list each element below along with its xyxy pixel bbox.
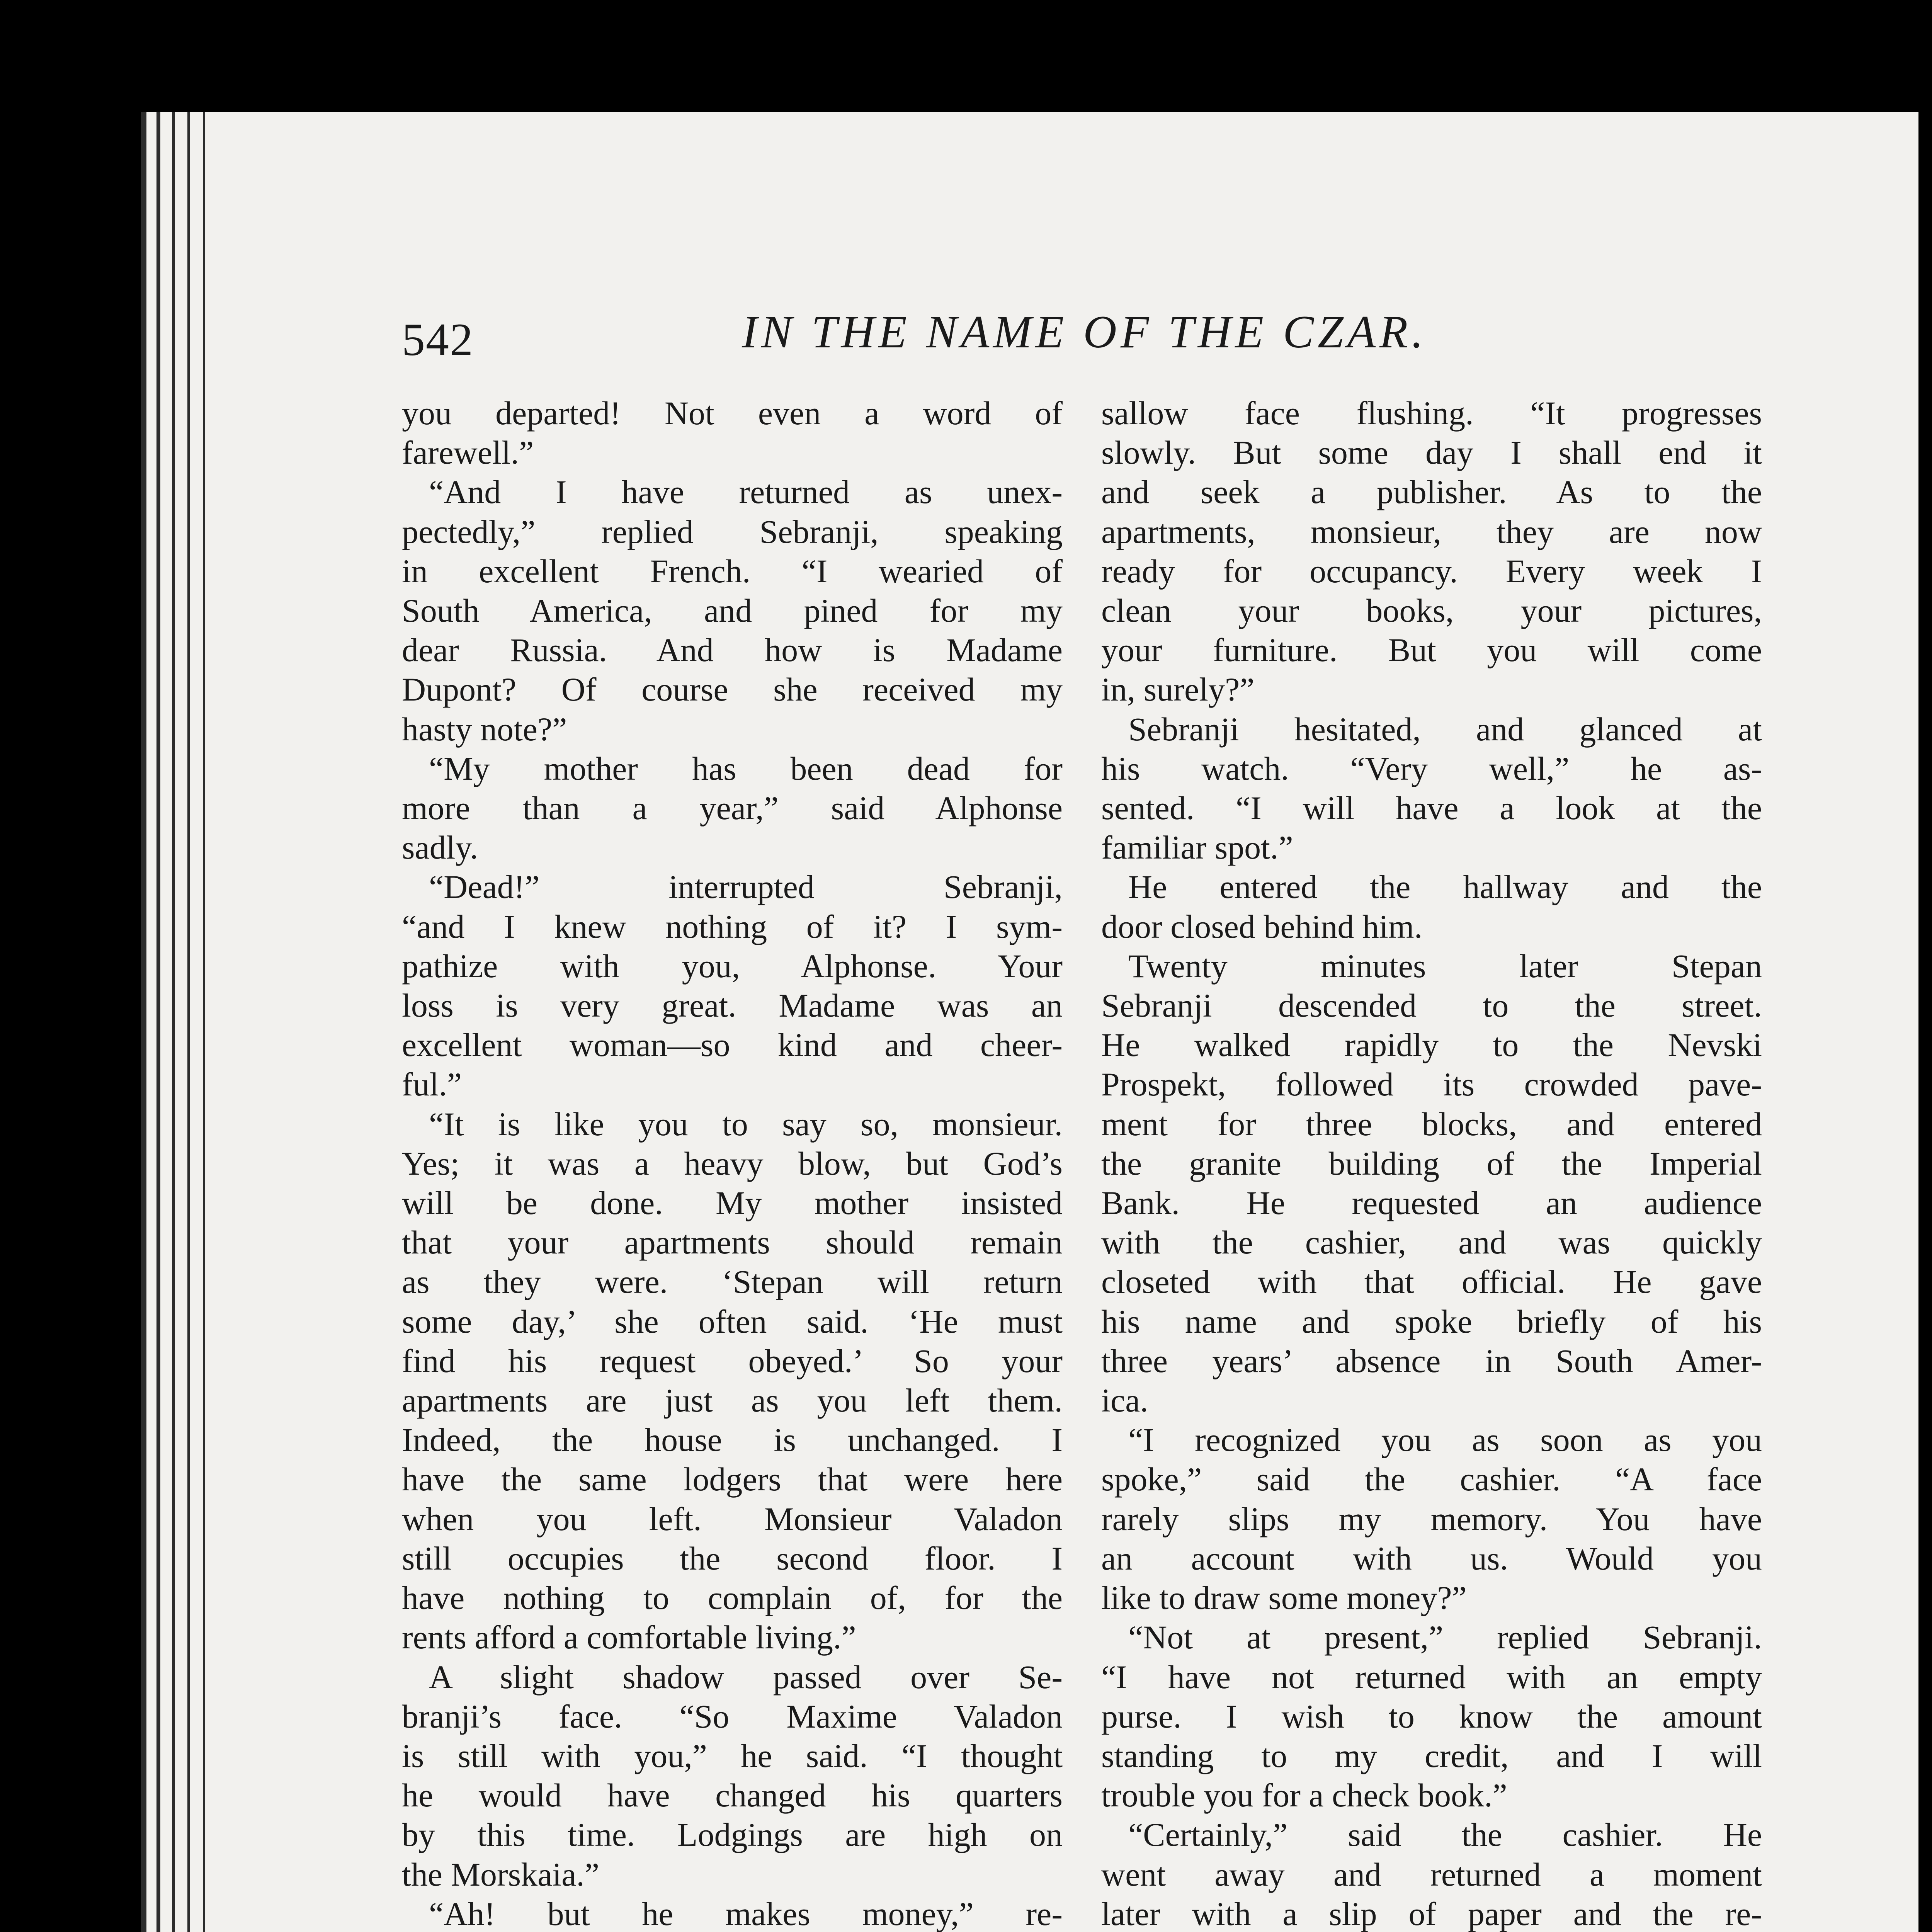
- text-line: rents afford a comfortable living.”: [402, 1619, 856, 1656]
- text-line: you departed! Not even a word of: [402, 395, 1063, 432]
- text-line: Indeed, the house is unchanged. I: [402, 1421, 1063, 1459]
- text-line: three years’ absence in South Amer-: [1101, 1342, 1762, 1379]
- text-line: He entered the hallway and the: [1128, 868, 1762, 906]
- running-title: IN THE NAME OF THE CZAR.: [742, 306, 1427, 357]
- text-line: apartments are just as you left them.: [402, 1382, 1063, 1419]
- text-line: trouble you for a check book.”: [1101, 1777, 1507, 1814]
- text-line: as they were. ‘Stepan will return: [402, 1263, 1063, 1301]
- text-line: standing to my credit, and I will: [1101, 1737, 1762, 1774]
- text-line: excellent woman—so kind and cheer-: [402, 1026, 1063, 1064]
- text-line: “Not at present,” replied Sebranji.: [1128, 1619, 1762, 1656]
- binding-line: [141, 112, 146, 1932]
- text-line: familiar spot.”: [1101, 829, 1293, 866]
- text-line: closeted with that official. He gave: [1101, 1263, 1762, 1301]
- text-line: South America, and pined for my: [402, 592, 1063, 629]
- binding-line: [172, 112, 175, 1932]
- text-line: later with a slip of paper and the re-: [1101, 1895, 1762, 1932]
- text-line: slowly. But some day I shall end it: [1101, 434, 1762, 471]
- text-line: he would have changed his quarters: [402, 1777, 1063, 1814]
- text-line: ready for occupancy. Every week I: [1101, 552, 1762, 590]
- text-line: in excellent French. “I wearied of: [402, 552, 1063, 590]
- text-line: by this time. Lodgings are high on: [402, 1816, 1063, 1854]
- text-line: have nothing to complain of, for the: [402, 1579, 1063, 1617]
- text-line: and seek a publisher. As to the: [1101, 473, 1762, 511]
- text-line: like to draw some money?”: [1101, 1579, 1467, 1617]
- text-line: ful.”: [402, 1066, 462, 1103]
- text-line: Bank. He requested an audience: [1101, 1184, 1762, 1222]
- text-column-right: [1101, 393, 1762, 1932]
- text-line: the granite building of the Imperial: [1101, 1145, 1762, 1182]
- text-line: “Certainly,” said the cashier. He: [1128, 1816, 1762, 1854]
- text-line: have the same lodgers that were here: [402, 1461, 1063, 1498]
- text-line: branji’s face. “So Maxime Valadon: [402, 1697, 1063, 1735]
- text-line: ment for three blocks, and entered: [1101, 1105, 1762, 1143]
- text-line: Twenty minutes later Stepan: [1128, 947, 1762, 985]
- text-line: “It is like you to say so, monsieur.: [429, 1105, 1063, 1143]
- text-line: spoke,” said the cashier. “A face: [1101, 1461, 1762, 1498]
- text-line: apartments, monsieur, they are now: [1101, 513, 1762, 550]
- text-line: will be done. My mother insisted: [402, 1184, 1063, 1222]
- text-line: sadly.: [402, 829, 478, 866]
- text-line: an account with us. Would you: [1101, 1539, 1762, 1577]
- text-line: Dupont? Of course she received my: [402, 671, 1063, 708]
- text-line: hasty note?”: [402, 710, 567, 748]
- text-line: “Ah! but he makes money,” re-: [429, 1895, 1063, 1932]
- text-line: He walked rapidly to the Nevski: [1101, 1026, 1762, 1064]
- text-line: clean your books, your pictures,: [1101, 592, 1762, 629]
- text-line: sented. “I will have a look at the: [1101, 789, 1762, 827]
- text-line: “And I have returned as unex-: [429, 473, 1063, 511]
- text-line: Sebranji descended to the street.: [1101, 987, 1762, 1024]
- page-number: 542: [402, 314, 474, 365]
- text-line: “Dead!” interrupted Sebranji,: [429, 868, 1063, 906]
- binding-line: [187, 112, 190, 1932]
- text-line: loss is very great. Madame was an: [402, 987, 1063, 1024]
- text-line: pathize with you, Alphonse. Your: [402, 947, 1063, 985]
- binding-line: [156, 112, 160, 1932]
- text-line: rarely slips my memory. You have: [1101, 1500, 1762, 1537]
- text-line: more than a year,” said Alphonse: [402, 789, 1063, 827]
- text-line: pectedly,” replied Sebranji, speaking: [402, 513, 1063, 550]
- text-line: when you left. Monsieur Valadon: [402, 1500, 1063, 1537]
- text-line: find his request obeyed.’ So your: [402, 1342, 1063, 1379]
- text-line: A slight shadow passed over Se-: [429, 1658, 1063, 1696]
- text-line: his name and spoke briefly of his: [1101, 1303, 1762, 1340]
- text-line: farewell.”: [402, 434, 534, 471]
- text-line: the Morskaia.”: [402, 1855, 600, 1893]
- text-line: “I recognized you as soon as you: [1128, 1421, 1762, 1459]
- text-line: Sebranji hesitated, and glanced at: [1128, 710, 1762, 748]
- text-line: your furniture. But you will come: [1101, 631, 1762, 669]
- text-line: “I have not returned with an empty: [1101, 1658, 1762, 1696]
- text-line: some day,’ she often said. ‘He must: [402, 1303, 1063, 1340]
- text-line: still occupies the second floor. I: [402, 1539, 1063, 1577]
- text-line: his watch. “Very well,” he as-: [1101, 750, 1762, 787]
- text-line: purse. I wish to know the amount: [1101, 1697, 1762, 1735]
- text-line: with the cashier, and was quickly: [1101, 1224, 1762, 1261]
- text-line: ica.: [1101, 1382, 1148, 1419]
- text-line: went away and returned a moment: [1101, 1855, 1762, 1893]
- text-line: that your apartments should remain: [402, 1224, 1063, 1261]
- text-line: in, surely?”: [1101, 671, 1255, 708]
- text-line: is still with you,” he said. “I thought: [402, 1737, 1063, 1774]
- text-line: sallow face flushing. “It progresses: [1101, 395, 1762, 432]
- text-line: dear Russia. And how is Madame: [402, 631, 1063, 669]
- text-line: Prospekt, followed its crowded pave-: [1101, 1066, 1762, 1103]
- text-column-left: [402, 393, 1063, 1932]
- running-head: [402, 305, 1777, 375]
- text-line: “and I knew nothing of it? I sym-: [402, 908, 1063, 945]
- binding-line: [203, 112, 205, 1932]
- text-line: “My mother has been dead for: [429, 750, 1063, 787]
- text-line: Yes; it was a heavy blow, but God’s: [402, 1145, 1063, 1182]
- text-line: door closed behind him.: [1101, 908, 1423, 945]
